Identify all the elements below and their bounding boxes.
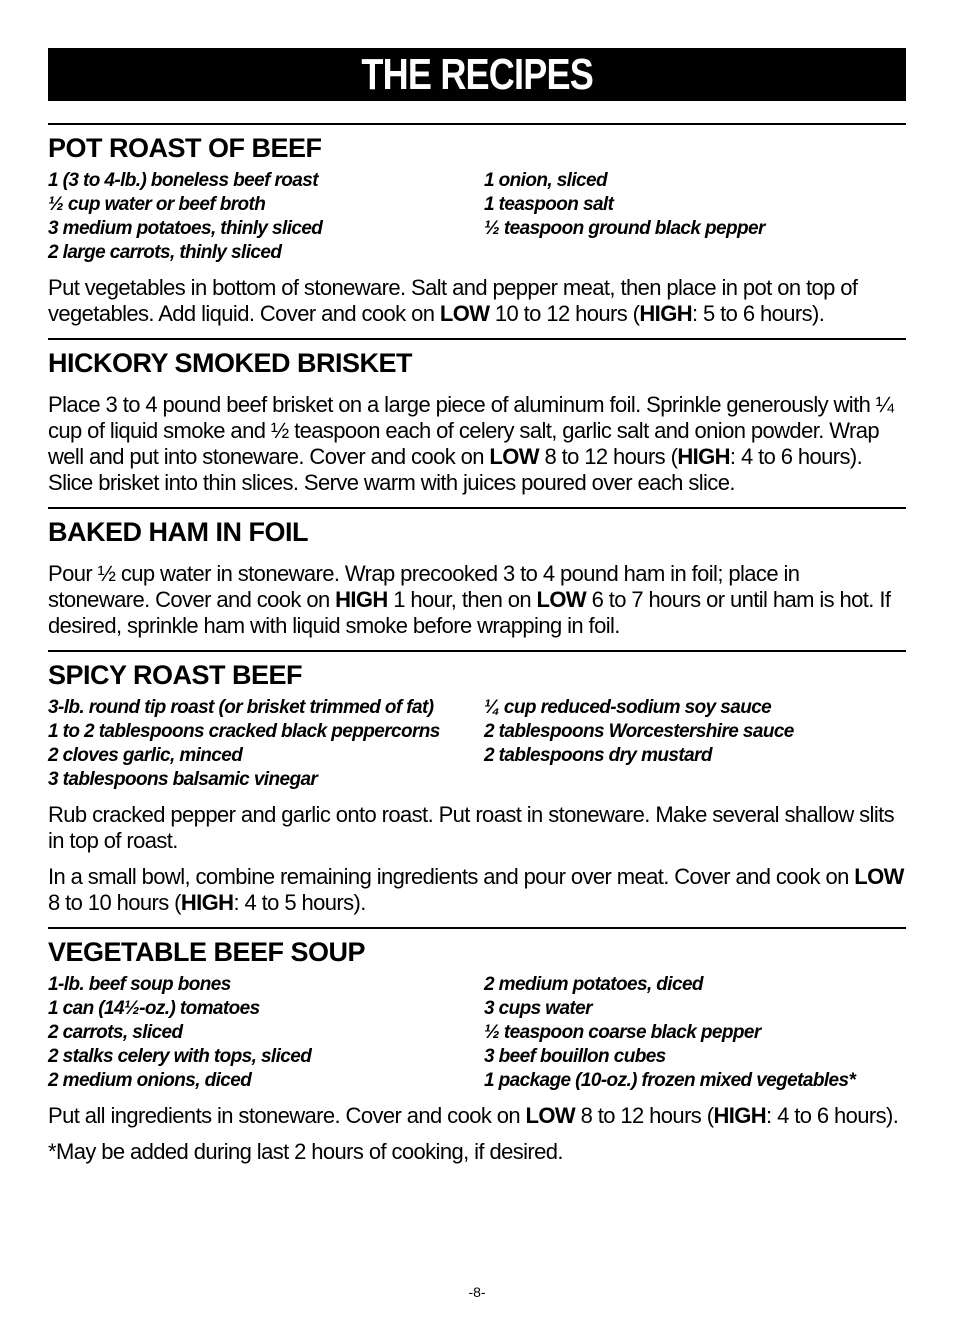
ingredient-item: 3 medium potatoes, thinly sliced xyxy=(48,218,323,239)
ingredient-item: 2 medium onions, diced xyxy=(48,1070,252,1091)
ingredient-item: 1 teaspoon salt xyxy=(484,194,614,215)
ingredient-item: 1 package (10-oz.) frozen mixed vegetables* xyxy=(484,1070,856,1091)
high-setting: HIGH xyxy=(180,890,234,915)
recipe-instructions xyxy=(48,864,906,916)
ingredient-column-right xyxy=(484,169,906,265)
recipe-baked-ham xyxy=(48,507,906,639)
recipe-instructions xyxy=(48,392,906,496)
recipe-title: VEGETABLE BEEF SOUP xyxy=(48,937,366,967)
ingredient-item: ½ teaspoon ground black pepper xyxy=(484,218,765,239)
recipe-footnote xyxy=(48,1139,906,1165)
instruction-text: : 4 to 6 hours). Slice brisket into thin slices. Serve warm with juices poured over each slice. xyxy=(48,444,863,495)
ingredient-column-left xyxy=(48,696,484,792)
ingredient-item: 1 to 2 tablespoons cracked black peppercorns xyxy=(48,721,440,742)
ingredient-item: 2 carrots, sliced xyxy=(48,1022,183,1043)
high-setting: HIGH xyxy=(677,444,730,469)
instruction-text: 8 to 12 hours ( xyxy=(538,444,678,469)
ingredient-column-left xyxy=(48,973,484,1093)
ingredient-item: 3 tablespoons balsamic vinegar xyxy=(48,769,318,790)
recipe-hickory-brisket xyxy=(48,338,906,496)
recipe-instructions xyxy=(48,275,906,327)
low-setting: LOW xyxy=(854,864,904,889)
page-title: THE RECIPES xyxy=(361,49,593,99)
ingredient-item: 1 can (14½-oz.) tomatoes xyxy=(48,998,260,1019)
instruction-text: 10 to 12 hours ( xyxy=(489,301,640,326)
ingredient-item: ¼ cup reduced-sodium soy sauce xyxy=(484,697,772,718)
page-number: -8- xyxy=(468,1284,486,1300)
instruction-text: Put all ingredients in stoneware. Cover and cook on xyxy=(48,1103,526,1128)
recipe-title: HICKORY SMOKED BRISKET xyxy=(48,348,413,378)
instruction-text: : 5 to 6 hours). xyxy=(692,301,825,326)
ingredient-column-left xyxy=(48,169,484,265)
instruction-text: 1 hour, then on xyxy=(387,587,537,612)
ingredient-item: 2 large carrots, thinly sliced xyxy=(48,242,282,263)
title-banner xyxy=(48,48,906,101)
low-setting: LOW xyxy=(536,587,587,612)
instruction-text: 8 to 10 hours ( xyxy=(48,890,181,915)
ingredient-item: 3 cups water xyxy=(484,998,592,1019)
ingredient-item: 2 tablespoons dry mustard xyxy=(484,745,712,766)
recipe-spicy-roast-beef xyxy=(48,650,906,916)
instruction-text: 6 to 7 hours or until ham is hot. If desired, sprinkle ham with liquid smoke before wrapping in foil. xyxy=(48,587,891,638)
recipe-title: BAKED HAM IN FOIL xyxy=(48,517,308,547)
recipe-title: POT ROAST OF BEEF xyxy=(48,133,322,163)
ingredient-list xyxy=(48,169,906,265)
ingredient-item: 3-lb. round tip roast (or brisket trimmed of fat) xyxy=(48,697,434,718)
high-setting: HIGH xyxy=(335,587,388,612)
ingredient-item: 1 onion, sliced xyxy=(484,170,607,191)
ingredient-item: 1 (3 to 4-lb.) boneless beef roast xyxy=(48,170,318,191)
instruction-text: : 4 to 5 hours). xyxy=(233,890,366,915)
instruction-text: Put vegetables in bottom of stoneware. Salt and pepper meat, then place in pot on top of vegetables. Add liquid. Cover and cook on xyxy=(48,275,858,326)
recipe-title: SPICY ROAST BEEF xyxy=(48,660,303,690)
instruction-text: Place 3 to 4 pound beef brisket on a large piece of aluminum foil. Sprinkle generously with ¼ cup of liquid smoke and ½ teaspoon each of celery salt, garlic salt and onion powder. Wrap well and put into stoneware. Cover and cook on xyxy=(48,392,894,469)
ingredient-item: 3 beef bouillon cubes xyxy=(484,1046,666,1067)
ingredient-list xyxy=(48,973,906,1093)
ingredient-item: 2 cloves garlic, minced xyxy=(48,745,243,766)
instruction-text: 8 to 12 hours ( xyxy=(575,1103,714,1128)
recipe-instructions xyxy=(48,1103,906,1129)
high-setting: HIGH xyxy=(713,1103,767,1128)
footnote-text: *May be added during last 2 hours of cooking, if desired. xyxy=(48,1139,563,1164)
ingredient-item: 2 tablespoons Worcestershire sauce xyxy=(484,721,794,742)
ingredient-item: 2 stalks celery with tops, sliced xyxy=(48,1046,312,1067)
ingredient-item: 2 medium potatoes, diced xyxy=(484,974,703,995)
recipe-pot-roast xyxy=(48,123,906,327)
low-setting: LOW xyxy=(489,444,539,469)
ingredient-item: 1-lb. beef soup bones xyxy=(48,974,231,995)
recipe-page xyxy=(48,48,906,1165)
recipe-instructions xyxy=(48,561,906,639)
ingredient-item: ½ teaspoon coarse black pepper xyxy=(484,1022,761,1043)
instruction-text: In a small bowl, combine remaining ingredients and pour over meat. Cover and cook on xyxy=(48,864,855,889)
ingredient-item: ½ cup water or beef broth xyxy=(48,194,266,215)
recipe-instructions xyxy=(48,802,906,854)
low-setting: LOW xyxy=(439,301,490,326)
high-setting: HIGH xyxy=(639,301,692,326)
instruction-text: : 4 to 6 hours). xyxy=(766,1103,899,1128)
instruction-text: Rub cracked pepper and garlic onto roast. Put roast in stoneware. Make several shallow slits in top of roast. xyxy=(48,802,895,853)
instruction-text: Pour ½ cup water in stoneware. Wrap precooked 3 to 4 pound ham in foil; place in stoneware. Cover and cook on xyxy=(48,561,800,612)
ingredient-list xyxy=(48,696,906,792)
ingredient-column-right xyxy=(484,696,906,792)
ingredient-column-right xyxy=(484,973,906,1093)
recipe-vegetable-beef-soup xyxy=(48,927,906,1165)
low-setting: LOW xyxy=(525,1103,576,1128)
